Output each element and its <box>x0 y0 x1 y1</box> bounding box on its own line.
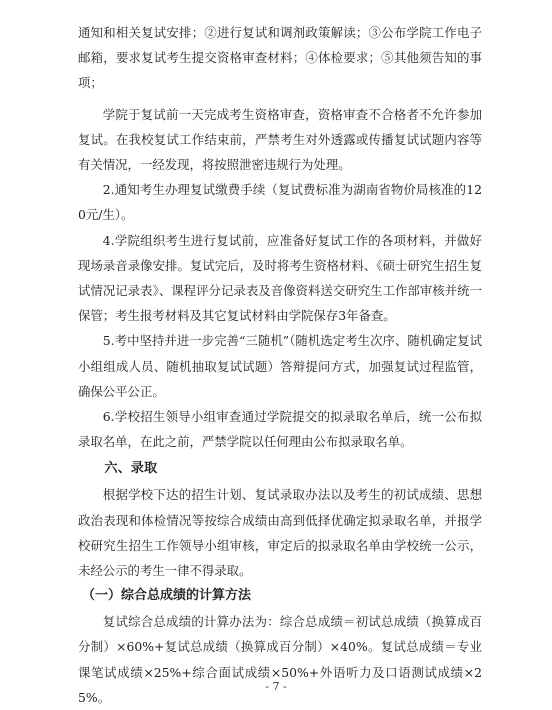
page-number: - 7 - <box>265 680 287 693</box>
paragraph-admission-rules: 根据学校下达的招生计划、复试录取办法以及考生的初试成绩、思想政治表现和体检情况等按综合成绩由高到低择优确定拟录取名单，并报学校研究生招生工作领导小组审核，审定后的拟录取名单由学校统一公示，未经公示的考生一律不得录取。 <box>78 487 482 579</box>
paragraph-admission-list: 6.学校招生领导小组审查通过学院提交的拟录取名单后，统一公布拟录取名单，在此之前，严禁学院以任何理由公布拟录取名单。 <box>78 409 482 450</box>
paragraph-preparation-materials: 4.学院组织考生进行复试前，应准备好复试工作的各项材料，并做好现场录音录像安排。复试完后，及时将考生资格材料、《硕士研究生招生复试情况记录表》、课程评分记录表及音像资料送交研究生工作部审核并统一保管；考生报考材料及其它复试材料由学院保存3年备查。 <box>78 232 482 324</box>
paragraph-notice-items: 通知和相关复试安排；②进行复试和调剂政策解读；③公布学院工作电子邮箱，要求复试考生提交资格审查材料；④体检要求；⑤其他须告知的事项； <box>78 25 482 91</box>
paragraph-score-formula: 复试综合总成绩的计算办法为：综合总成绩＝初试总成绩（换算成百分制）×60%+复试总成绩（换算成百分制）×40%。复试总成绩＝专业课笔试成绩×25%+综合面试成绩×50%+外语听力及口语测试成绩×25%。 <box>78 614 482 705</box>
paragraph-fee-payment: 2.通知考生办理复试缴费手续（复试费标准为湖南省物价局核准的120元/生）。 <box>78 182 482 223</box>
subsection-heading-score-method: （一）综合总成绩的计算方法 <box>82 588 252 604</box>
paragraph-qualification-review: 学院于复试前一天完成考生资格审查，资格审查不合格者不允许参加复试。在我校复试工作结束前，严禁考生对外透露或传播复试试题内容等有关情况，一经发现，将按照泄密违规行为处理。 <box>78 106 482 173</box>
section-heading-admission: 六、录取 <box>104 461 158 477</box>
paragraph-three-random: 5.考中坚持并进一步完善“三随机”（随机选定考生次序、随机确定复试小组组成人员、随机抽取复试试题）答辩提问方式，加强复试过程监管，确保公平公正。 <box>78 333 482 399</box>
